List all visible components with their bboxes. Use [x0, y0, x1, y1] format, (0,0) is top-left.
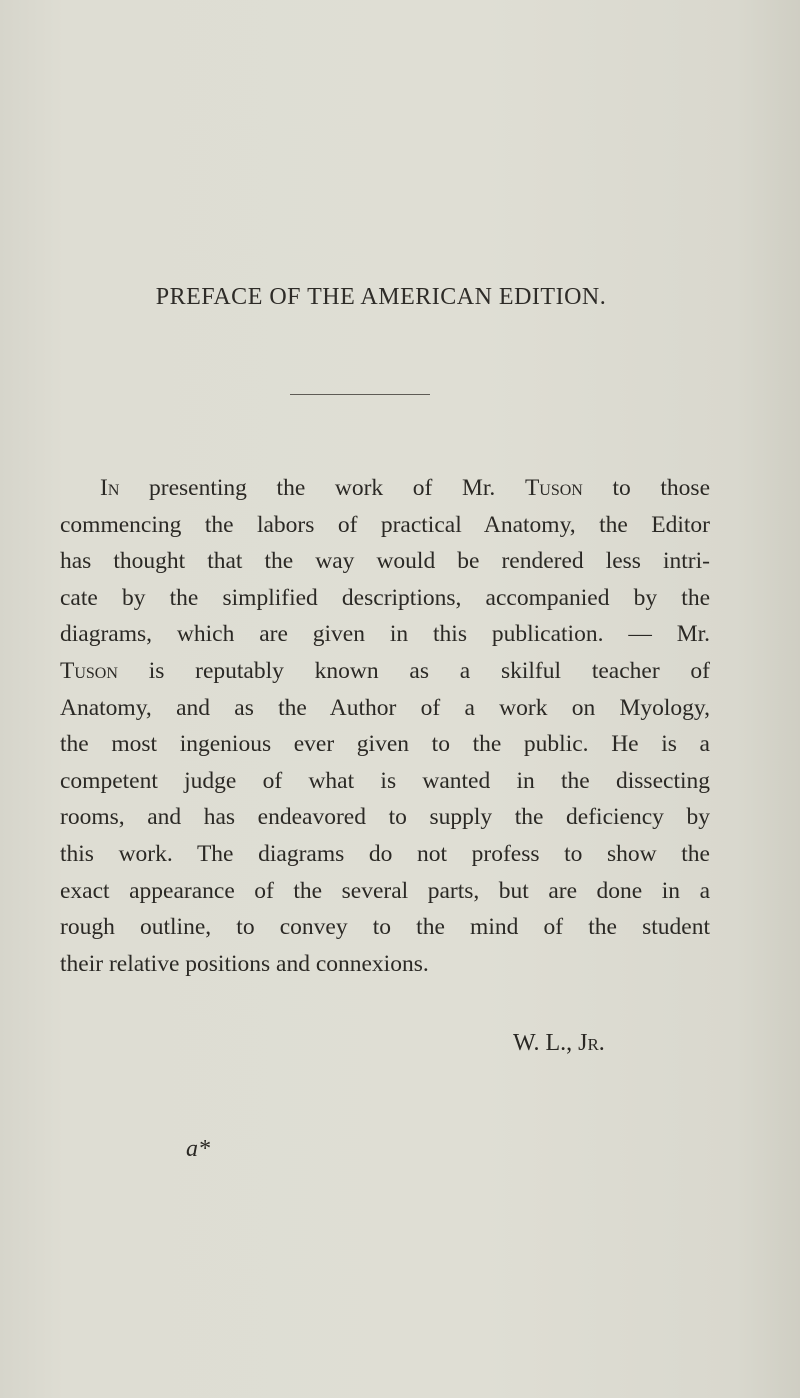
signature-initials: W. L., J — [513, 1030, 588, 1056]
text-line-7: Anatomy, and as the Author of a work on Myology, — [60, 694, 710, 721]
text-line-14: their relative positions and connexions. — [60, 950, 429, 977]
signature-mark: a* — [186, 1136, 210, 1162]
signature — [513, 1030, 605, 1057]
text-line-6 — [60, 653, 710, 690]
text-line-3: has thought that the way would be rendered less intri- — [60, 548, 710, 575]
text-line-6-end: is reputably known as a skilful teacher of — [117, 658, 710, 684]
text-line-6-name: Tuson — [60, 658, 118, 684]
text-line-1-name: Tuson — [524, 475, 583, 501]
text-line-8: the most ingenious ever given to the public. He is a — [60, 731, 710, 758]
text-line-13: rough outline, to convey to the mind of the student — [60, 914, 710, 941]
text-line-11: this work. The diagrams do not profess to show the — [60, 841, 710, 867]
text-line-12: exact appearance of the several parts, but are done in a — [60, 877, 710, 904]
text-line-1-mid: presenting the work of Mr. — [119, 475, 525, 501]
title-rule — [290, 394, 430, 395]
text-line-4: cate by the simplified descriptions, accompanied by the — [60, 584, 710, 611]
text-line-1-end: to those — [582, 475, 710, 501]
text-line-1 — [100, 470, 710, 507]
text-line-9: competent judge of what is wanted in the dissecting — [60, 767, 710, 794]
text-line-2: commencing the labors of practical Anatomy, the Editor — [60, 511, 710, 538]
signature-suffix: r. — [587, 1030, 605, 1056]
text-line-5: diagrams, which are given in this publication. — Mr. — [60, 621, 710, 648]
text-line-10: rooms, and has endeavored to supply the deficiency by — [60, 804, 710, 831]
page-title: PREFACE OF THE AMERICAN EDITION. — [155, 284, 607, 310]
text-line-1-initial: In — [100, 475, 120, 501]
